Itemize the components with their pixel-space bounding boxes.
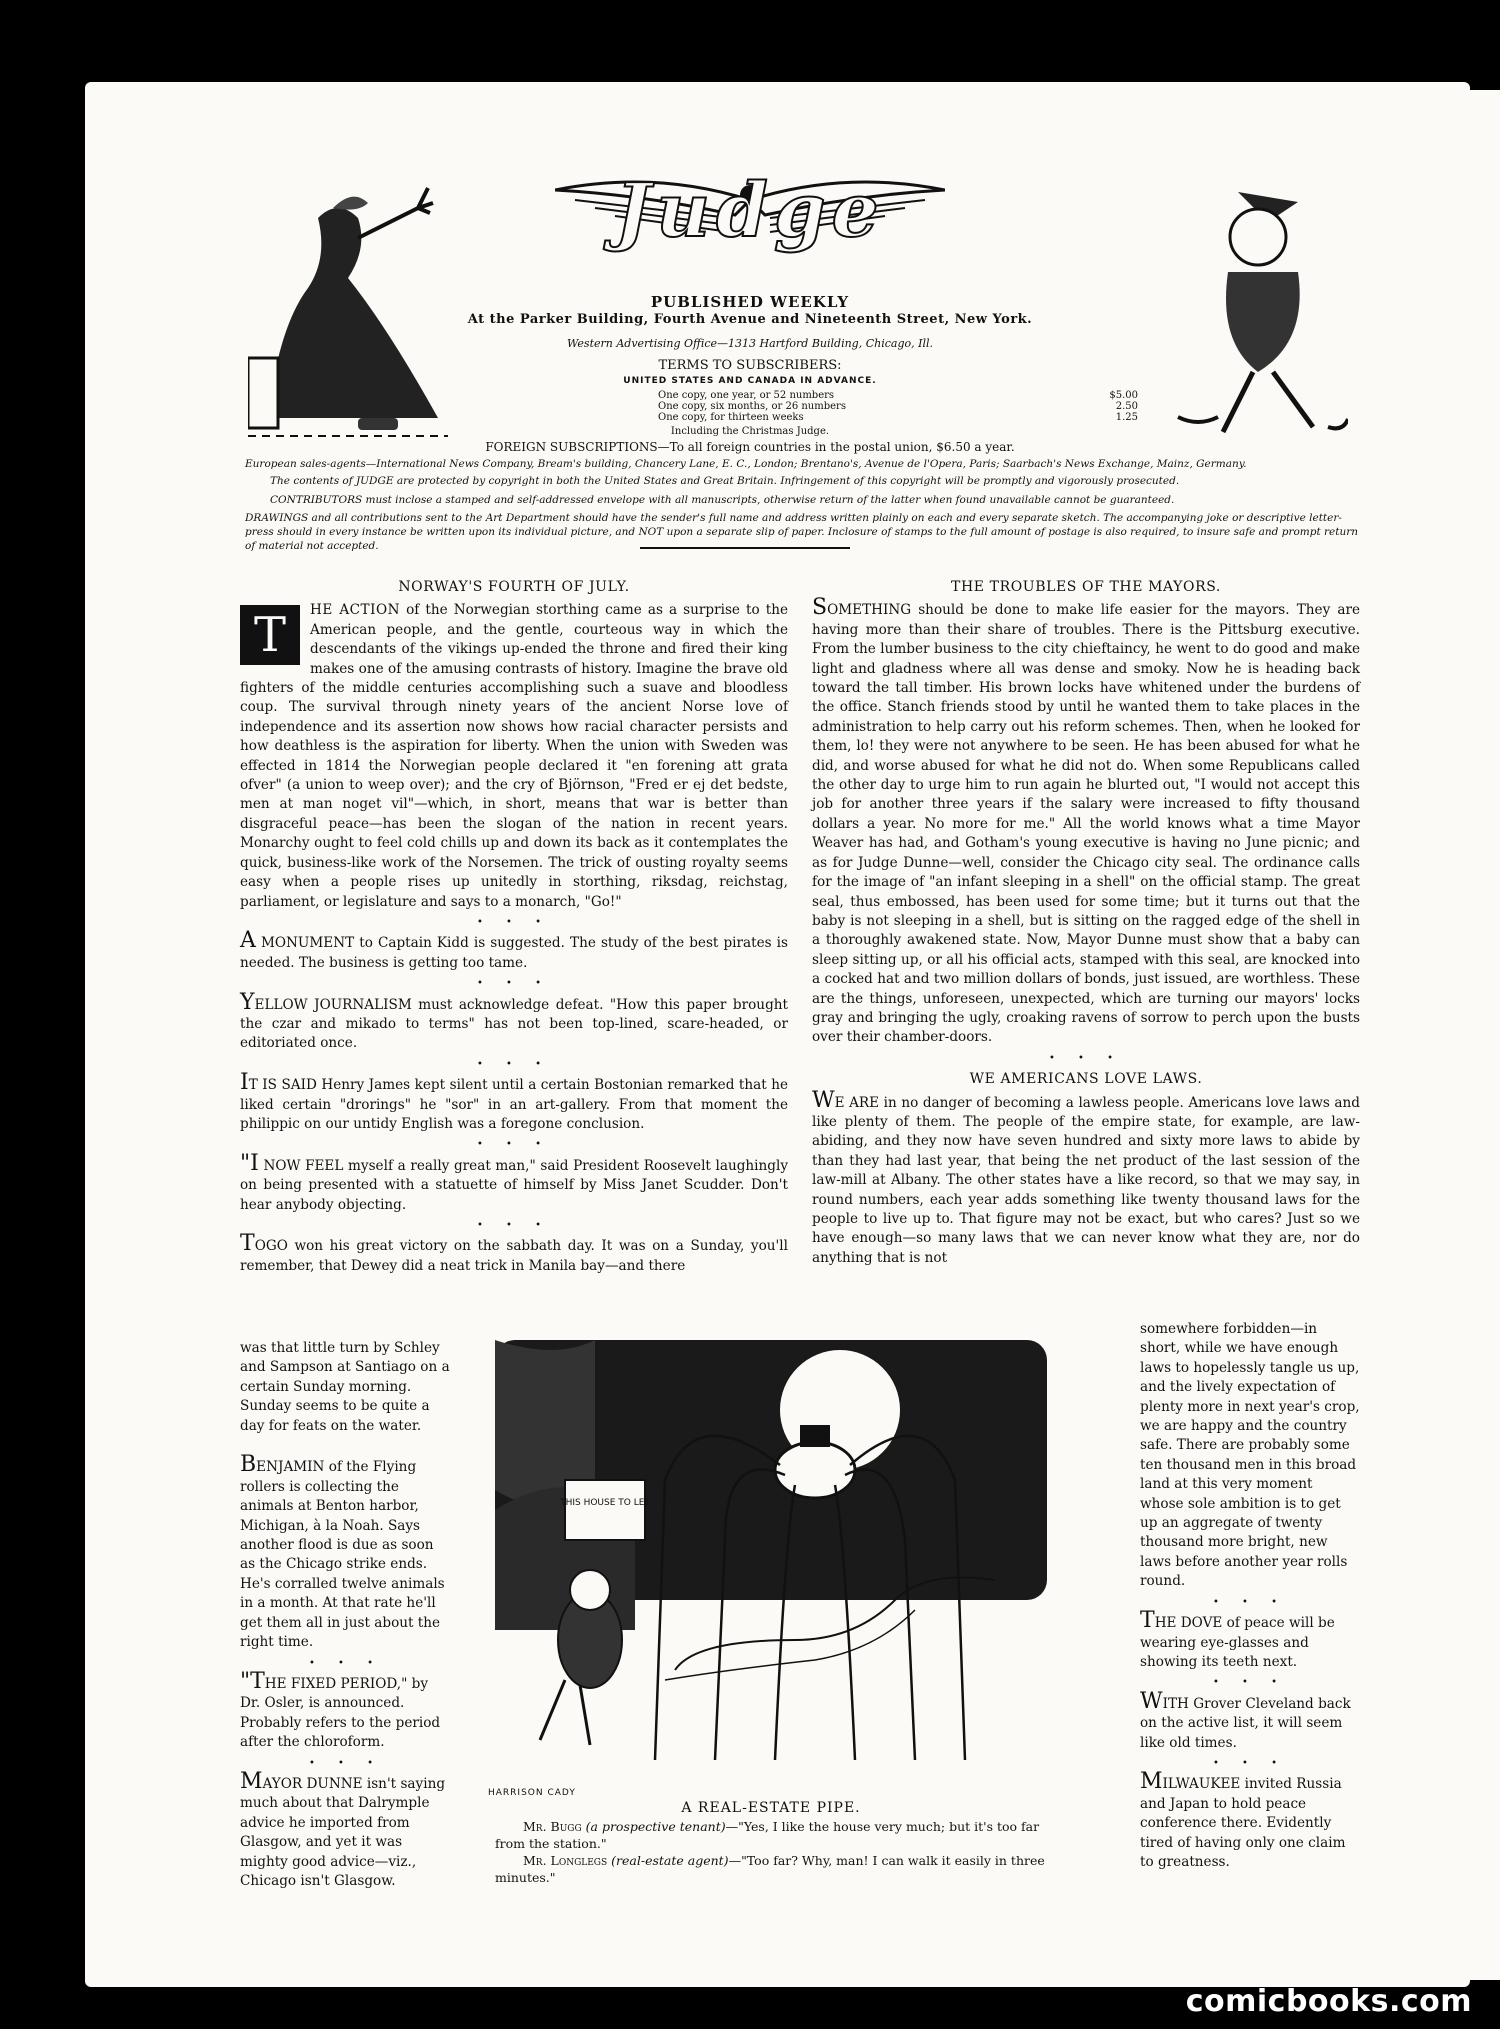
togo-item: TOGO won his great victory on the sabbath day. It was on a Sunday, you'll remember, that Dewey did a neat trick in Manila bay—and there <box>240 1231 788 1274</box>
kidd-item: A MONUMENT to Captain Kidd is suggested. The study of the best pirates is needed. The business is getting too tame. <box>240 928 788 971</box>
terms-title: TERMS TO SUBSCRIBERS: <box>658 358 842 373</box>
benjamin-item: BENJAMIN of the Flying rollers is collecting the animals at Benton harbor, Michigan, à la Noah. Says another flood is due as soon as the Chicago strike ends. He's corralled twelve animals in a month. At that rate he'll get them all in just about the right time. <box>240 1452 445 1651</box>
foreign-subscriptions: FOREIGN SUBSCRIPTIONS—To all foreign countries in the postal union, $6.50 a year. <box>485 440 1015 454</box>
left-column <box>240 578 788 1276</box>
left-narrow-column <box>240 1339 452 1891</box>
separator: • • • <box>1048 1052 1124 1064</box>
roosevelt-item: "I NOW FEEL myself a really great man," said President Roosevelt laughingly on being presented with a statuette of himself by Miss Janet Scudder. Don't hear anybody objecting. <box>240 1150 788 1213</box>
separator: • • • <box>1212 1596 1288 1608</box>
norway-heading: NORWAY'S FOURTH OF JULY. <box>398 579 630 595</box>
laws-heading: WE AMERICANS LOVE LAWS. <box>969 1071 1203 1088</box>
sales-agents-notice: European sales-agents—International News Company, Bream's building, Chancery Lane, E. C., London; Brentano's, Avenue de l'Opera, Paris; Saarbach's News Exchange, Mainz, Germany. <box>245 458 1247 470</box>
yellow-journalism-item: YELLOW JOURNALISM must acknowledge defeat. "How this paper brought the czar and mikado to terms" has not been top-lined, scare-headed, or editoriated once. <box>240 989 788 1052</box>
separator: • • • <box>476 916 552 928</box>
separator: • • • <box>308 1657 384 1669</box>
grover-item: WITH Grover Cleveland back on the active list, it will seem like old times. <box>1140 1688 1351 1751</box>
mayor-dunne-item: MAYOR DUNNE isn't saying much about that Dalrymple advice he imported from Glasgow, and yet it was mighty good advice—viz., Chicago isn't Glasgow. <box>240 1768 446 1889</box>
price-row: One copy, for thirteen weeks 1.25 <box>658 412 1138 423</box>
published-weekly: PUBLISHED WEEKLY <box>650 293 850 311</box>
judge-logo: Judge <box>615 168 885 254</box>
fixed-period-item: "THE FIXED PERIOD," by Dr. Osler, is announced. Probably refers to the period after the chloroform. <box>240 1668 441 1751</box>
laws-article: WE ARE in no danger of becoming a lawless people. Americans love laws and like plenty of them. The people of the empire state, for example, are law-abiding, and they now have seven hundred and sixty more laws to abide by than they had last year, that being the net product of the last session of the law-mill at Albany. The other states have a like record, so that we may say, in round numbers, each year adds something like twenty thousand laws for the people to live up to. That figure may not be exact, but who cares? Just so we have enough—so many laws that we can never know what they are, nor do anything that is not <box>812 1087 1360 1266</box>
cartoon-title: A REAL-ESTATE PIPE. <box>681 1800 861 1816</box>
mayors-heading: THE TROUBLES OF THE MAYORS. <box>951 579 1221 595</box>
adjacent-page-edge <box>1470 90 1500 1980</box>
drawings-notice: DRAWINGS and all contributions sent to the Art Department should have the sender's full name and address written plainly on each and every separate sketch. The accompanying joke or descriptive letter-press should in every instance be written upon its individual picture, and NOT upon a separate slip of paper. Inclosure of stamps to the full amount of postage is also required, to insure safe and prompt return of material not accepted. <box>245 512 1359 552</box>
price-row: One copy, six months, or 26 numbers 2.50 <box>658 401 1138 412</box>
cartoon-caption <box>495 1818 1055 1886</box>
separator: • • • <box>1212 1677 1288 1689</box>
copyright-notice: The contents of JUDGE are protected by copyright in both the United States and Great Britain. Infringement of this copyright will be promptly and vigorously prosecuted. <box>270 475 1180 487</box>
henry-james-item: IT IS SAID Henry James kept silent until a certain Bostonian remarked that he liked certain "drorings" he "sor" in an art-gallery. From that moment the philippic on our untidy English was a foregone conclusion. <box>240 1070 788 1132</box>
western-office: Western Advertising Office—1313 Hartford Building, Chicago, Ill. <box>567 337 933 350</box>
separator: • • • <box>476 1058 552 1070</box>
masthead <box>240 140 1260 454</box>
separator: • • • <box>308 1757 384 1769</box>
caption-line-bugg: Mr. Bugg (a prospective tenant)—"Yes, I like the house very much; but it's too far from the station." <box>495 1819 1040 1851</box>
norway-article: T HE ACTION of the Norwegian storthing came as a surprise to the American people, and the gentle, courteous way in which the descendants of the vikings up-ended the throne and fired their king makes one of the amusing contrasts of history. Imagine the brave old fighters of the middle centuries accomplishing such a suave and bloodless coup. The survival through ninety years of the ancient Norse love of independence and its assertion now shows how racial character persists and how deathless is the aspiration for liberty. When the union with Sweden was effected in 1814 the Norwegian people declared it "en forening att grata ofver" (a union to weep over); and the cry of Björnson, "Fred er ej det bedste, men at man noget vil"—which, in short, means that war is better than disgraceful peace—has been the slogan of the nation in recent years. Monarchy ought to feel cold chills up and down its back as it contemplates the quick, business-like work of the Norsemen. The trick of ousting royalty seems easy when a people rises up unitedly in storthing, riksdag, reichstag, parliament, or legislature and says to a monarch, "Go!" <box>240 602 789 910</box>
caption-line-longlegs: Mr. Longlegs (real-estate agent)—"Too far? Why, man! I can walk it easily in three minutes." <box>495 1853 1045 1885</box>
dove-item: THE DOVE of peace will be wearing eye-glasses and showing its teeth next. <box>1140 1608 1335 1670</box>
separator: • • • <box>476 1220 552 1231</box>
publisher-address: At the Parker Building, Fourth Avenue and Nineteenth Street, New York. <box>467 312 1033 327</box>
togo-item-continued: was that little turn by Schley and Sampson at Santiago on a certain Sunday morning. Sunday seems to be quite a day for feats on the water. <box>240 1340 450 1434</box>
site-watermark: comicbooks.com <box>1185 1984 1472 2019</box>
house-to-let-sign: THIS HOUSE TO LET <box>560 1498 650 1508</box>
including-note: Including the Christmas Judge. <box>670 426 830 437</box>
drop-cap: T <box>240 605 300 665</box>
right-narrow-column <box>1140 1320 1360 1872</box>
real-estate-pipe-cartoon <box>495 1340 1047 1782</box>
separator: • • • <box>476 978 552 990</box>
terms-subtitle: UNITED STATES AND CANADA IN ADVANCE. <box>623 376 877 386</box>
separator: • • • <box>1212 1757 1288 1769</box>
mayors-article: SOMETHING should be done to make life easier for the mayors. They are having more than their share of troubles. There is the Pittsburg executive. From the lumber business to the city chieftaincy, he went to do good and make light and gladness where all was dense and smoky. Now he is heading back toward the tall timber. His brown locks have whitened under the burdens of the office. Stanch friends stood by until he wanted them to take places in the administration to help carry out his reform schemes. Then, when he looked for them, lo! they were not anywhere to be seen. He has been abused for what he did, and worse abused for what he did not do. When some Republicans called the other day to urge him to run again he blurted out, "I would not accept this job for another three years if the salary were increased to fifty thousand dollars a year. No more for me." All the world knows what a time Mayor Weaver has had, and Gotham's young executive is having no June picnic; and as for Judge Dunne—well, consider the Chicago city seal. The ordinance calls for the image of "an infant sleeping in a shell" on the official stamp. The great seal, thus embossed, has been used for some time; but it turns out that the baby is not sleeping in a shell, but is sitting on the ragged edge of the shell in a thoroughly awakened state. Now, Mayor Dunne must show that a baby can sleep sitting up, or all his official acts, stamped with this seal, are knocked into a cocked hat and two million dollars of bonds, just issued, are worthless. These are the things, unforeseen, unexpected, which are turning our mayors' locks gray and bringing the ugly, croaking ravens of sorrow to perch upon the busts over their chamber-doors. <box>812 595 1360 1046</box>
price-row: One copy, one year, or 52 numbers $5.00 <box>658 390 1138 401</box>
right-column <box>812 578 1360 1268</box>
masthead-rule <box>640 547 850 549</box>
subscription-price-table <box>658 390 1138 423</box>
laws-article-continued: somewhere forbidden—in short, while we have enough laws to hopelessly tangle us up, and the lively expectation of plenty more in next year's crop, we are happy and the country safe. There are probably some ten thousand men in this broad land at this very moment whose sole ambition is to get up an aggregate of twenty thousand more bright, new laws before another year rolls round. <box>1140 1321 1360 1590</box>
contributors-notice: CONTRIBUTORS must inclose a stamped and self-addressed envelope with all manuscripts, otherwise return of the latter when found unavailable cannot be guaranteed. <box>270 494 1175 506</box>
separator: • • • <box>476 1139 552 1151</box>
artist-signature: HARRISON CADY <box>488 1788 576 1798</box>
milwaukee-item: MILWAUKEE invited Russia and Japan to hold peace conference there. Evidently tired of having only one claim to greatness. <box>1140 1769 1346 1870</box>
